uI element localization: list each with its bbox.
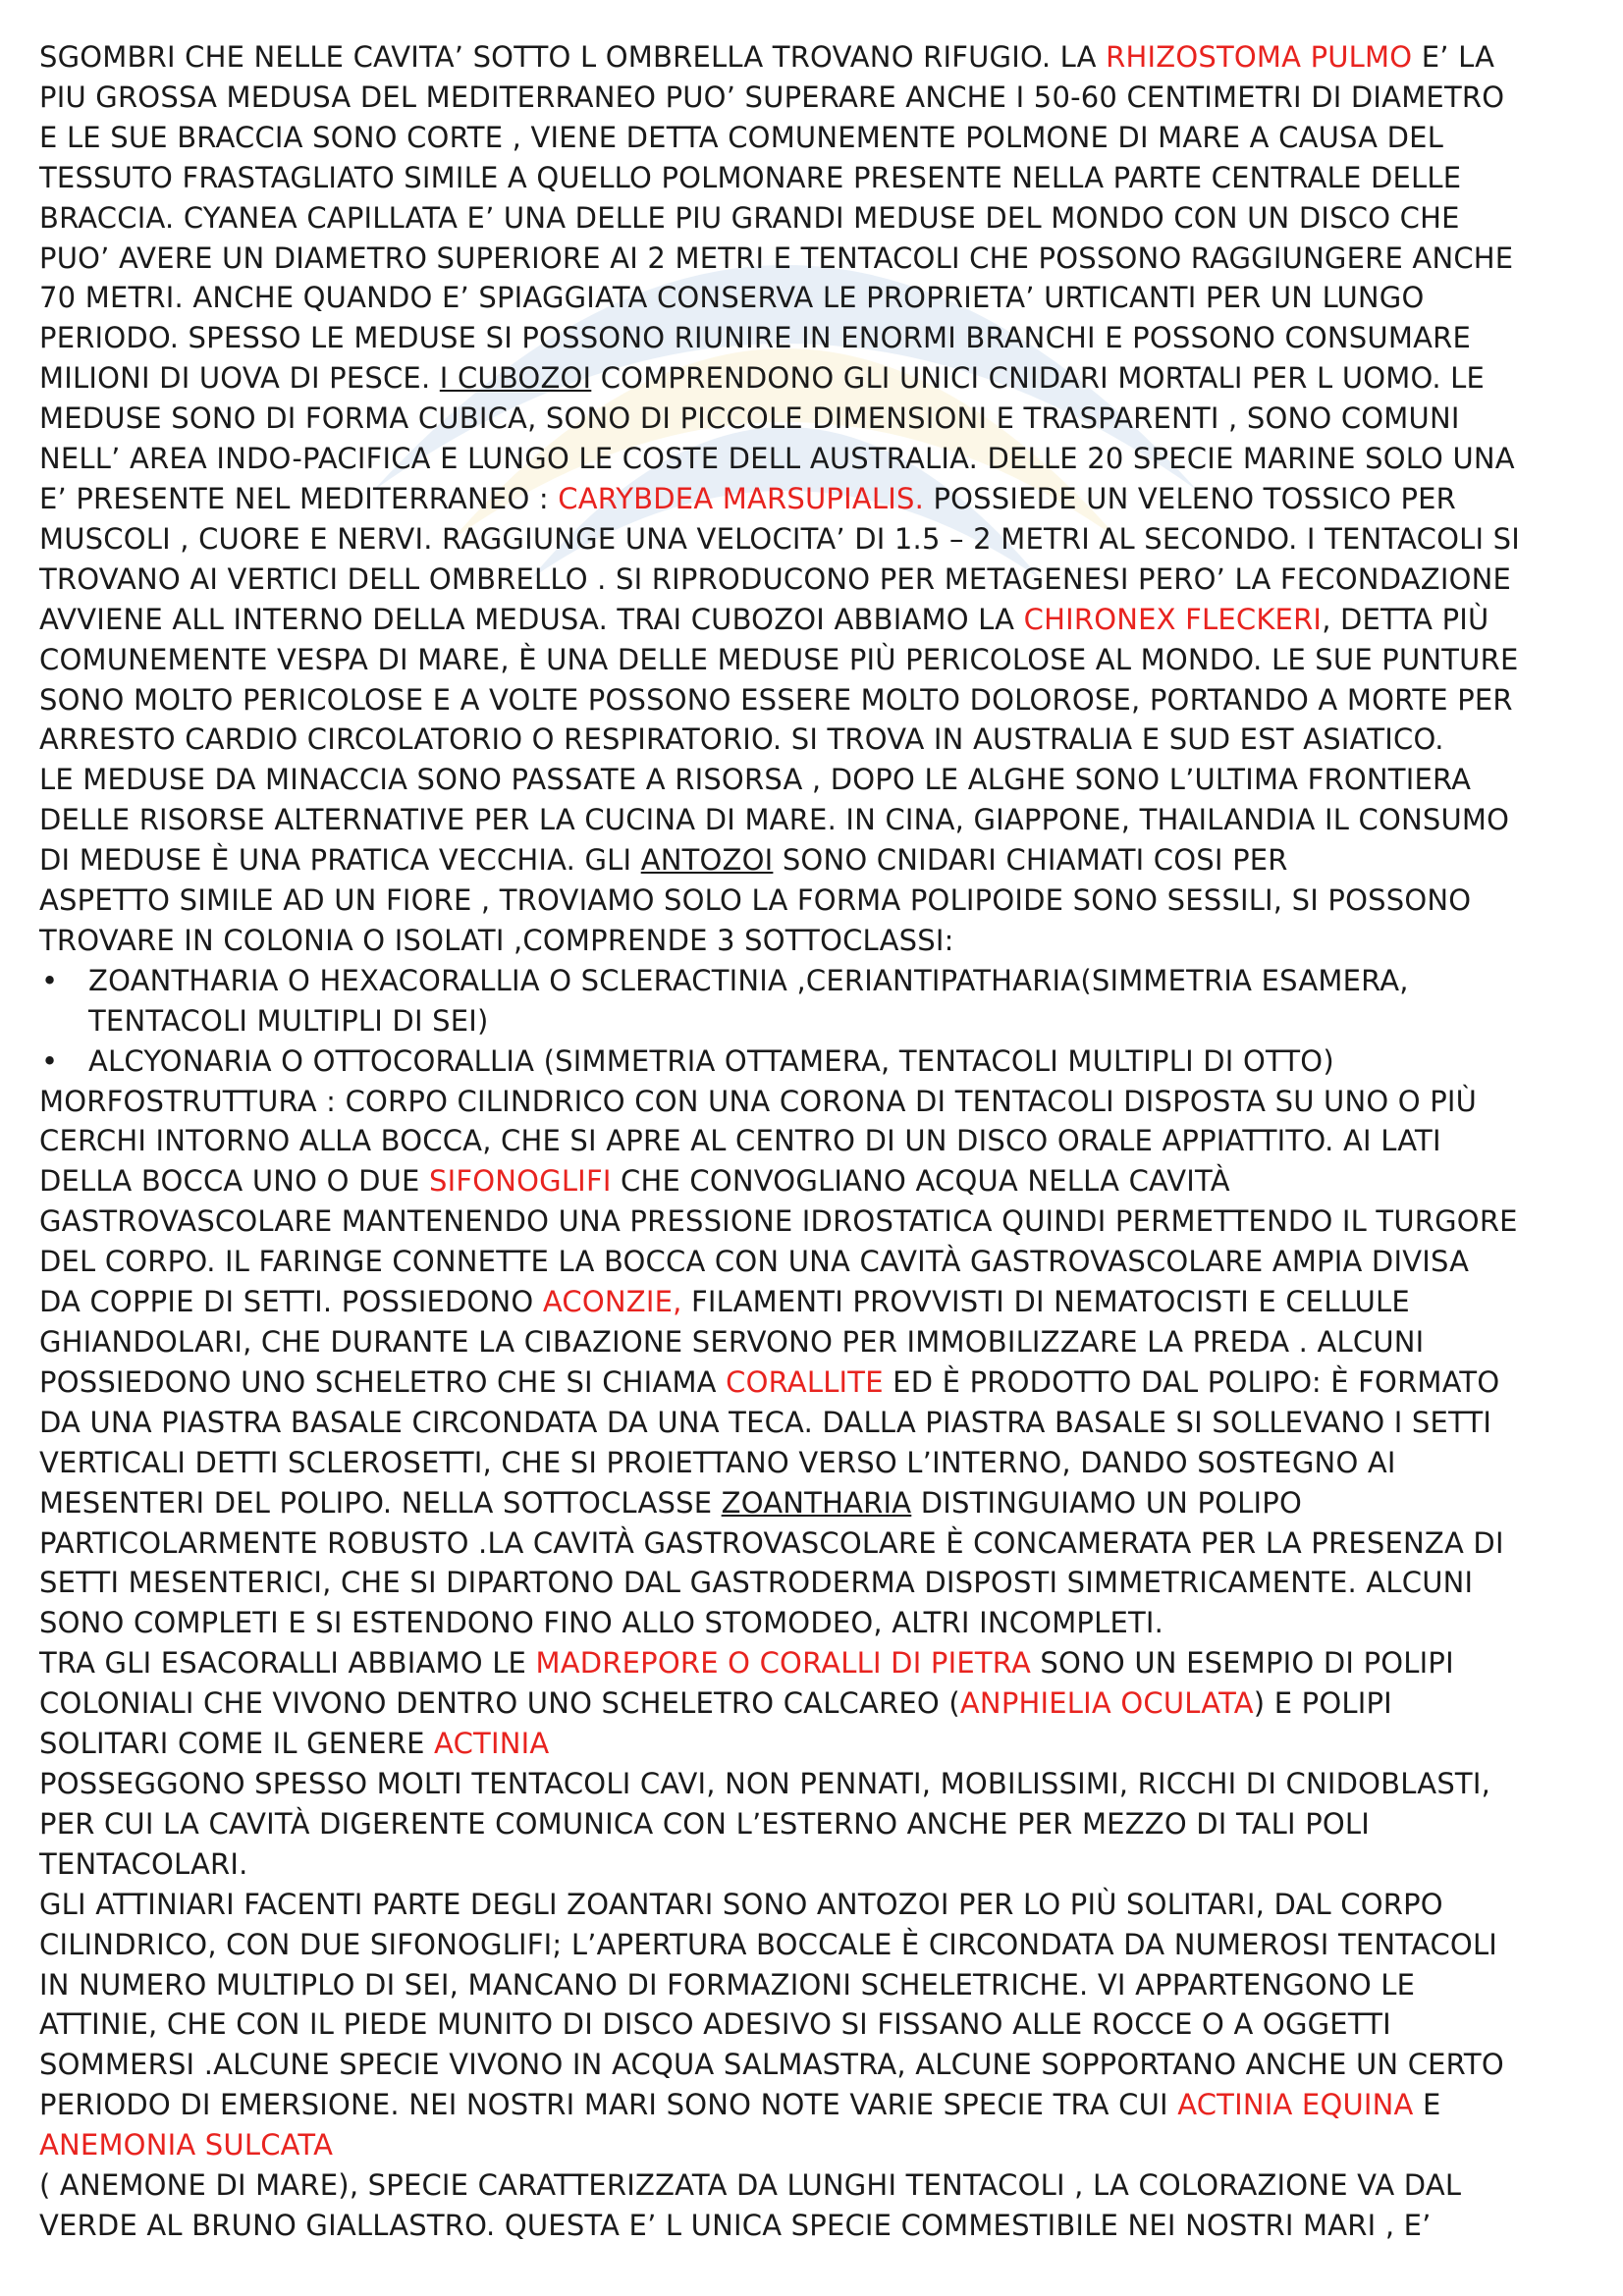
- text-segment: TENTACOLARI.: [39, 1846, 248, 1881]
- text-line: [39, 1082, 1600, 1122]
- species-name: ACTINIA: [434, 1727, 550, 1761]
- text-segment: TRA GLI ESACORALLI ABBIAMO LE: [39, 1646, 536, 1681]
- text-segment: , DETTA PIÙ: [1322, 602, 1489, 636]
- text-segment: LE MEDUSE DA MINACCIA SONO PASSATE A RISORSA , DOPO LE ALGHE SONO L’ULTIMA FRONTIERA: [39, 763, 1472, 797]
- text-segment: DELLA BOCCA UNO O DUE: [39, 1164, 429, 1199]
- text-segment: PIU GROSSA MEDUSA DEL MEDITERRANEO PUO’ SUPERARE ANCHE I 50-60 CENTIMETRI DI DIAMETRO: [39, 80, 1505, 114]
- text-segment: PERIODO DI EMERSIONE. NEI NOSTRI MARI SONO NOTE VARIE SPECIE TRA CUI: [39, 2088, 1178, 2122]
- text-segment: POSSEGGONO SPESSO MOLTI TENTACOLI CAVI, NON PENNATI, MOBILISSIMI, RICCHI DI CNIDOBLASTI,: [39, 1766, 1491, 1800]
- text-line: [39, 37, 1600, 78]
- text-segment: GHIANDOLARI, CHE DURANTE LA CIBAZIONE SERVONO PER IMMOBILIZZARE LA PREDA . ALCUNI: [39, 1325, 1425, 1359]
- text-line: [39, 198, 1600, 239]
- text-line: [39, 439, 1600, 479]
- text-line: [39, 1362, 1600, 1403]
- text-segment: POSSIEDONO UNO SCHELETRO CHE SI CHIAMA: [39, 1364, 727, 1399]
- text-segment: ) E POLIPI: [1253, 1686, 1392, 1721]
- text-line: [39, 2125, 1600, 2165]
- text-segment: GASTROVASCOLARE MANTENENDO UNA PRESSIONE IDROSTATICA QUINDI PERMETTENDO IL TURGORE: [39, 1204, 1518, 1239]
- text-line: [39, 1201, 1600, 1242]
- text-segment: E’ LA: [1412, 40, 1495, 74]
- text-segment: E LE SUE BRACCIA SONO CORTE , VIENE DETTA COMUNEMENTE POLMONE DI MARE A CAUSA DEL: [39, 120, 1444, 154]
- text-segment: PARTICOLARMENTE ROBUSTO .LA CAVITÀ GASTROVASCOLARE È CONCAMERATA PER LA PRESENZA DI: [39, 1525, 1504, 1560]
- text-segment: COMPRENDONO GLI UNICI CNIDARI MORTALI PER L UOMO. LE: [591, 361, 1486, 396]
- text-line: [39, 1523, 1600, 1564]
- text-segment: DEL CORPO. IL FARINGE CONNETTE LA BOCCA CON UNA CAVITÀ GASTROVASCOLARE AMPIA DIVISA: [39, 1245, 1470, 1279]
- text-line: [39, 800, 1600, 840]
- bullet-icon: •: [41, 963, 59, 997]
- text-segment: SOMMERSI .ALCUNE SPECIE VIVONO IN ACQUA SALMASTRA, ALCUNE SOPPORTANO ANCHE UN CERTO: [39, 2048, 1504, 2082]
- species-name: ANEMONIA SULCATA: [39, 2128, 334, 2163]
- text-line: [39, 840, 1600, 881]
- text-line: [39, 921, 1600, 961]
- text-line: [39, 2004, 1600, 2045]
- text-segment: AVVIENE ALL INTERNO DELLA MEDUSA. TRAI CUBOZOI ABBIAMO LA: [39, 602, 1024, 636]
- text-line: [39, 1282, 1600, 1322]
- text-line: [39, 1965, 1600, 2005]
- text-segment: ED È PRODOTTO DAL POLIPO: È FORMATO: [883, 1364, 1500, 1399]
- text-line: [39, 1161, 1600, 1201]
- group-term: ZOANTHARIA: [721, 1485, 912, 1520]
- text-line: [39, 1925, 1600, 1965]
- text-segment: SONO CNIDARI CHIAMATI COSI PER: [773, 843, 1288, 878]
- text-segment: MUSCOLI , CUORE E NERVI. RAGGIUNGE UNA VELOCITA’ DI 1.5 – 2 METRI AL SECONDO. I TENTACOLI SI: [39, 521, 1520, 556]
- text-segment: TESSUTO FRASTAGLIATO SIMILE A QUELLO POLMONARE PRESENTE NELLA PARTE CENTRALE DELLE: [39, 160, 1462, 194]
- text-line: [39, 1603, 1600, 1643]
- species-name: MADREPORE O CORALLI DI PIETRA: [535, 1646, 1031, 1681]
- group-term: ANTOZOI: [640, 843, 774, 878]
- text-segment: SONO UN ESEMPIO DI POLIPI: [1030, 1646, 1454, 1681]
- text-segment: SONO COMPLETI E SI ESTENDONO FINO ALLO STOMODEO, ALTRI INCOMPLETI.: [39, 1606, 1164, 1640]
- text-segment: GLI ATTINIARI FACENTI PARTE DEGLI ZOANTARI SONO ANTOZOI PER LO PIÙ SOLITARI, DAL CORPO: [39, 1887, 1443, 1921]
- text-segment: DA UNA PIASTRA BASALE CIRCONDATA DA UNA TECA. DALLA PIASTRA BASALE SI SOLLEVANO I SETTI: [39, 1405, 1492, 1439]
- text-segment: E: [1413, 2088, 1441, 2122]
- text-line: [39, 2206, 1600, 2246]
- text-segment: MESENTERI DEL POLIPO. NELLA SOTTOCLASSE: [39, 1485, 722, 1520]
- text-segment: NELL’ AREA INDO-PACIFICA E LUNGO LE COSTE DELL AUSTRALIA. DELLE 20 SPECIE MARINE SOLO UNA: [39, 442, 1515, 476]
- species-name: SIFONOGLIFI: [428, 1164, 612, 1199]
- text-line: [39, 881, 1600, 921]
- text-segment: 70 METRI. ANCHE QUANDO E’ SPIAGGIATA CONSERVA LE PROPRIETA’ URTICANTI PER UN LUNGO: [39, 281, 1425, 315]
- text-line: [39, 479, 1600, 519]
- species-name: ANPHIELIA OCULATA: [959, 1686, 1254, 1721]
- text-segment: CILINDRICO, CON DUE SIFONOGLIFI; L’APERTURA BOCCALE È CIRCONDATA DA NUMEROSI TENTACOLI: [39, 1927, 1498, 1961]
- text-line: [39, 600, 1600, 640]
- text-line: [39, 399, 1600, 439]
- species-name: CARYBDEA MARSUPIALIS.: [558, 481, 925, 515]
- text-line: [39, 640, 1600, 680]
- text-line: [39, 1764, 1600, 1804]
- text-line: [39, 680, 1600, 721]
- text-segment: ALCYONARIA O OTTOCORALLIA (SIMMETRIA OTTAMERA, TENTACOLI MULTIPLI DI OTTO): [88, 1043, 1334, 1078]
- text-segment: PERIODO. SPESSO LE MEDUSE SI POSSONO RIUNIRE IN ENORMI BRANCHI E POSSONO CONSUMARE: [39, 321, 1471, 355]
- text-segment: PER CUI LA CAVITÀ DIGERENTE COMUNICA CON L’ESTERNO ANCHE PER MEZZO DI TALI POLI: [39, 1806, 1371, 1841]
- text-line: [39, 1885, 1600, 1925]
- text-segment: ASPETTO SIMILE AD UN FIORE , TROVIAMO SOLO LA FORMA POLIPOIDE SONO SESSILI, SI POSSONO: [39, 883, 1472, 918]
- text-line: [39, 760, 1600, 800]
- text-line: [39, 158, 1600, 198]
- text-segment: E’ PRESENTE NEL MEDITERRANEO :: [39, 481, 559, 515]
- text-segment: MORFOSTRUTTURA : CORPO CILINDRICO CON UNA CORONA DI TENTACOLI DISPOSTA SU UNO O PIÙ: [39, 1084, 1478, 1118]
- bullet-item: [39, 1041, 1600, 1082]
- text-segment: MILIONI DI UOVA DI PESCE.: [39, 361, 440, 396]
- text-segment: SONO MOLTO PERICOLOSE E A VOLTE POSSONO ESSERE MOLTO DOLOROSE, PORTANDO A MORTE PER: [39, 682, 1513, 717]
- text-line: [39, 239, 1600, 279]
- text-segment: ARRESTO CARDIO CIRCOLATORIO O RESPIRATORIO. SI TROVA IN AUSTRALIA E SUD EST ASIATICO.: [39, 722, 1444, 757]
- bullet-item: [39, 961, 1600, 1001]
- text-segment: CERCHI INTORNO ALLA BOCCA, CHE SI APRE AL CENTRO DI UN DISCO ORALE APPIATTITO. AI LATI: [39, 1124, 1441, 1158]
- group-term: I CUBOZOI: [439, 361, 592, 396]
- text-segment: SGOMBRI CHE NELLE CAVITA’ SOTTO L OMBRELLA TROVANO RIFUGIO. LA: [39, 40, 1107, 74]
- text-line: [39, 78, 1600, 118]
- text-segment: FILAMENTI PROVVISTI DI NEMATOCISTI E CELLULE: [681, 1285, 1410, 1319]
- text-line: [39, 1844, 1600, 1885]
- text-line: [39, 2045, 1600, 2085]
- text-segment: DELLE RISORSE ALTERNATIVE PER LA CUCINA DI MARE. IN CINA, GIAPPONE, THAILANDIA IL CONSUMO: [39, 803, 1510, 837]
- text-segment: MEDUSE SONO DI FORMA CUBICA, SONO DI PICCOLE DIMENSIONI E TRASPARENTI , SONO COMUNI: [39, 401, 1460, 436]
- text-segment: VERDE AL BRUNO GIALLASTRO. QUESTA E’ L UNICA SPECIE COMMESTIBILE NEI NOSTRI MARI , E’: [39, 2208, 1432, 2242]
- text-line: [39, 1242, 1600, 1282]
- text-segment: POSSIEDE UN VELENO TOSSICO PER: [924, 481, 1457, 515]
- text-segment: IN NUMERO MULTIPLO DI SEI, MANCANO DI FORMAZIONI SCHELETRICHE. VI APPARTENGONO LE: [39, 1967, 1416, 2002]
- text-line: [39, 1683, 1600, 1724]
- text-segment: ATTINIE, CHE CON IL PIEDE MUNITO DI DISCO ADESIVO SI FISSANO ALLE ROCCE O A OGGETTI: [39, 2007, 1391, 2042]
- bullet-icon: •: [41, 1043, 59, 1078]
- text-segment: DA COPPIE DI SETTI. POSSIEDONO: [39, 1285, 543, 1319]
- text-segment: DI MEDUSE È UNA PRATICA VECCHIA. GLI: [39, 843, 641, 878]
- text-segment: VERTICALI DETTI SCLEROSETTI, CHE SI PROIETTANO VERSO L’INTERNO, DANDO SOSTEGNO AI: [39, 1445, 1396, 1479]
- text-segment: SOLITARI COME IL GENERE: [39, 1727, 435, 1761]
- text-line: [39, 2165, 1600, 2206]
- text-segment: BRACCIA. CYANEA CAPILLATA E’ UNA DELLE PIU GRANDI MEDUSE DEL MONDO CON UN DISCO CHE: [39, 200, 1460, 235]
- text-segment: ( ANEMONE DI MARE), SPECIE CARATTERIZZATA DA LUNGHI TENTACOLI , LA COLORAZIONE VA DAL: [39, 2168, 1462, 2203]
- text-segment: TROVANO AI VERTICI DELL OMBRELLO . SI RIPRODUCONO PER METAGENESI PERO’ LA FECONDAZIONE: [39, 561, 1512, 596]
- species-name: ACONZIE,: [542, 1285, 682, 1319]
- text-line: [39, 519, 1600, 560]
- text-line: [39, 2085, 1600, 2125]
- text-segment: TROVARE IN COLONIA O ISOLATI ,COMPRENDE 3 SOTTOCLASSI:: [39, 923, 954, 957]
- species-name: CHIRONEX FLECKERI: [1023, 602, 1323, 636]
- text-segment: DISTINGUIAMO UN POLIPO: [911, 1485, 1302, 1520]
- text-segment: ZOANTHARIA O HEXACORALLIA O SCLERACTINIA ,CERIANTIPATHARIA(SIMMETRIA ESAMERA,: [88, 963, 1409, 997]
- text-line: [39, 1483, 1600, 1523]
- text-segment: COMUNEMENTE VESPA DI MARE, È UNA DELLE MEDUSE PIÙ PERICOLOSE AL MONDO. LE SUE PUNTURE: [39, 642, 1519, 676]
- text-line: [39, 1643, 1600, 1683]
- text-segment: CHE CONVOGLIANO ACQUA NELLA CAVITÀ: [611, 1164, 1230, 1199]
- text-line: [39, 358, 1600, 399]
- text-line: [39, 1804, 1600, 1844]
- text-line: [39, 1563, 1600, 1603]
- text-segment: COLONIALI CHE VIVONO DENTRO UNO SCHELETRO CALCAREO (: [39, 1686, 960, 1721]
- species-name: RHIZOSTOMA PULMO: [1106, 40, 1413, 74]
- text-line: [39, 278, 1600, 318]
- document-page: [39, 37, 1600, 2246]
- species-name: CORALLITE: [726, 1364, 884, 1399]
- text-line: [39, 1724, 1600, 1764]
- text-line: [39, 720, 1600, 760]
- bullet-item-continuation: [39, 1001, 1600, 1041]
- species-name: ACTINIA EQUINA: [1177, 2088, 1414, 2122]
- text-line: [39, 1443, 1600, 1483]
- text-line: [39, 560, 1600, 600]
- text-segment: PUO’ AVERE UN DIAMETRO SUPERIORE AI 2 METRI E TENTACOLI CHE POSSONO RAGGIUNGERE ANCHE: [39, 240, 1514, 275]
- text-line: [39, 318, 1600, 358]
- text-segment: TENTACOLI MULTIPLI DI SEI): [88, 1003, 489, 1038]
- text-line: [39, 1403, 1600, 1443]
- text-segment: SETTI MESENTERICI, CHE SI DIPARTONO DAL GASTRODERMA DISPOSTI SIMMETRICAMENTE. ALCUNI: [39, 1566, 1474, 1600]
- text-line: [39, 1121, 1600, 1161]
- text-line: [39, 118, 1600, 158]
- text-line: [39, 1322, 1600, 1362]
